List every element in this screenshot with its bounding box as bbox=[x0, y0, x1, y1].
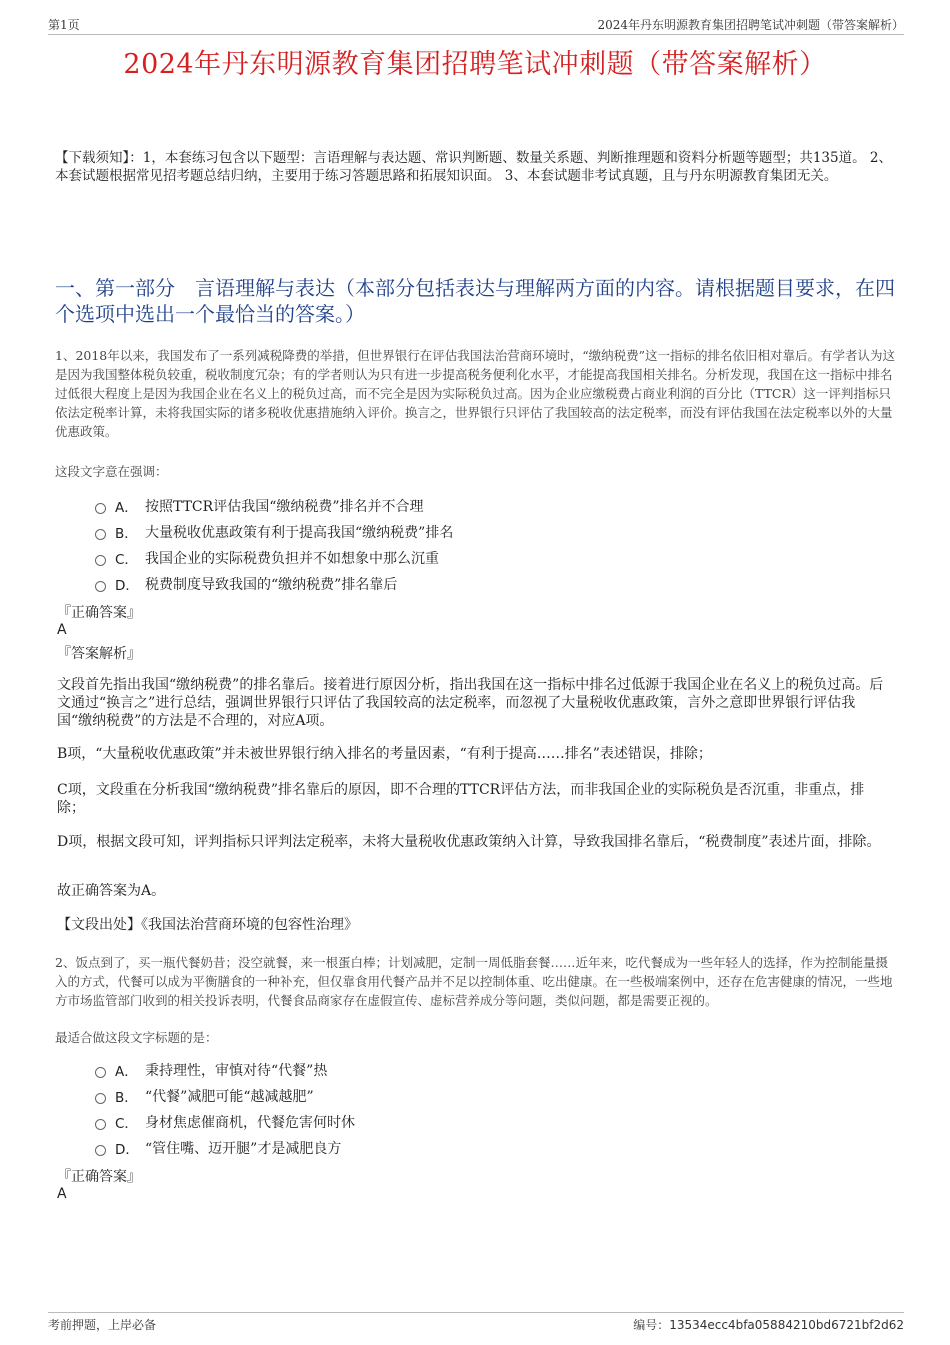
footer-slogan: 考前押题，上岸必备 bbox=[48, 1318, 157, 1332]
q2-answer: A bbox=[57, 1186, 67, 1202]
radio-button[interactable] bbox=[95, 1145, 106, 1156]
download-notice: 【下载须知】：1，本套练习包含以下题型：言语理解与表达题、常识判断题、数量关系题、判断推理题和资料分析题等题型；共135道。 2、本套试题根据常见招考题总结归纳，主要用于练习答题思路和拓展知识面。 3、本套试题非考试真题，且与丹东明源教育集团无关。 bbox=[55, 150, 892, 184]
q1-analysis-paragraph: 故正确答案为A。 bbox=[57, 883, 166, 899]
radio-button[interactable] bbox=[95, 555, 106, 566]
question-1-stem: 这段文字意在强调： bbox=[55, 464, 168, 479]
footer-code bbox=[633, 1316, 904, 1333]
q1-answer-label: 『正确答案』 bbox=[57, 605, 141, 621]
code-value: 13534ecc4bfa05884210bd6721bf2d62 bbox=[669, 1318, 904, 1332]
q2-option-d[interactable]: D． “管住嘴、迈开腿”才是减肥良方 bbox=[95, 1135, 795, 1161]
radio-button[interactable] bbox=[95, 529, 106, 540]
option-text: 按照TTCR评估我国“缴纳税费”排名并不合理 bbox=[145, 499, 424, 515]
page-number: 第1页 bbox=[48, 18, 80, 32]
radio-button[interactable] bbox=[95, 581, 106, 592]
q2-option-b[interactable]: B． “代餐”减肥可能“越减越肥” bbox=[95, 1083, 795, 1109]
q1-option-a[interactable]: A． 按照TTCR评估我国“缴纳税费”排名并不合理 bbox=[95, 493, 795, 519]
q1-analysis-paragraph: 文段首先指出我国“缴纳税费”的排名靠后。接着进行原因分析，指出我国在这一指标中排名过低源于我国企业在名义上的税负过高。后文通过“换言之”进行总结，强调世界银行只评估了我国较高的法定税率，而忽视了大量税收优惠政策，言外之意即世界银行评估我国“缴纳税费”的方法是不合理的，对应A项。 bbox=[57, 677, 884, 729]
question-2-text: 2、饭点到了，买一瓶代餐奶昔；没空就餐，来一根蛋白棒；计划减肥，定制一周低脂套餐……近年来，吃代餐成为一些年轻人的选择，作为控制能量摄入的方式，代餐可以成为平衡膳食的一种补充，但仅靠食用代餐产品并不足以控制体重、吃出健康。在一些极端案例中，还存在危害健康的情况，一些地方市场监管部门收到的相关投诉表明，代餐食品商家存在虚假宣传、虚标营养成分等问题，类似问题，都是需要正视的。 bbox=[55, 955, 893, 1008]
q1-analysis-paragraph: D项，根据文段可知，评判指标只评判法定税率，未将大量税收优惠政策纳入计算，导致我国排名靠后，“税费制度”表述片面，排除。 bbox=[57, 834, 881, 850]
radio-button[interactable] bbox=[95, 1093, 106, 1104]
q2-answer-label: 『正确答案』 bbox=[57, 1169, 141, 1185]
q1-analysis-paragraph: B项，“大量税收优惠政策”并未被世界银行纳入排名的考量因素，“有利于提高……排名”表述错误，排除； bbox=[57, 746, 712, 762]
q1-analysis-paragraph: C项，文段重在分析我国“缴纳税费”排名靠后的原因，即不合理的TTCR评估方法，而非我国企业的实际税负是否沉重，非重点，排除； bbox=[57, 782, 865, 816]
document-title: 2024年丹东明源教育集团招聘笔试冲刺题（带答案解析） bbox=[123, 49, 827, 80]
code-label: 编号： bbox=[633, 1318, 670, 1332]
page-header bbox=[48, 14, 904, 35]
q1-answer: A bbox=[57, 622, 67, 638]
question-1-options bbox=[95, 493, 795, 597]
option-text: “管住嘴、迈开腿”才是减肥良方 bbox=[145, 1141, 342, 1157]
q1-option-b[interactable]: B． 大量税收优惠政策有利于提高我国“缴纳税费”排名 bbox=[95, 519, 795, 545]
radio-button[interactable] bbox=[95, 503, 106, 514]
q1-analysis-label: 『答案解析』 bbox=[57, 646, 141, 662]
question-2-stem: 最适合做这段文字标题的是： bbox=[55, 1030, 218, 1045]
option-text: 税费制度导致我国的“缴纳税费”排名靠后 bbox=[145, 577, 398, 593]
option-text: “代餐”减肥可能“越减越肥” bbox=[145, 1089, 314, 1105]
header-doc-name: 2024年丹东明源教育集团招聘笔试冲刺题（带答案解析） bbox=[597, 18, 904, 32]
option-text: 大量税收优惠政策有利于提高我国“缴纳税费”排名 bbox=[145, 525, 454, 541]
option-text: 身材焦虑催商机，代餐危害何时休 bbox=[145, 1115, 355, 1131]
q2-option-c[interactable]: C． 身材焦虑催商机，代餐危害何时休 bbox=[95, 1109, 795, 1135]
q1-option-c[interactable]: C． 我国企业的实际税费负担并不如想象中那么沉重 bbox=[95, 545, 795, 571]
q1-source: 【文段出处】《我国法治营商环境的包容性治理》 bbox=[57, 917, 358, 933]
radio-button[interactable] bbox=[95, 1119, 106, 1130]
option-text: 我国企业的实际税费负担并不如想象中那么沉重 bbox=[145, 551, 439, 567]
section-title: 一、第一部分 言语理解与表达（本部分包括表达与理解两方面的内容。请根据题目要求，在四个选项中选出一个最恰当的答案。） bbox=[55, 276, 895, 326]
question-1-text: 1、2018年以来，我国发布了一系列减税降费的举措，但世界银行在评估我国法治营商环境时，“缴纳税费”这一指标的排名依旧相对靠后。有学者认为这是因为我国整体税负较重，税收制度冗杂；有的学者则认为只有进一步提高税务便利化水平，才能提高我国相关排名。分析发现，我国在这一指标中排名过低很大程度上是因为我国企业在名义上的税负过高，而不完全是因为实际税负过高。因为企业应缴税费占商业利润的百分比（TTCR）这一评判指标只依法定税率计算，未将我国实际的诸多税收优惠措施纳入评价。换言之，世界银行只评估了我国较高的法定税率，而没有评估我国在法定税率以外的大量优惠政策。 bbox=[55, 348, 896, 439]
q1-option-d[interactable]: D． 税费制度导致我国的“缴纳税费”排名靠后 bbox=[95, 571, 795, 597]
option-text: 秉持理性，审慎对待“代餐”热 bbox=[145, 1063, 328, 1079]
q2-option-a[interactable]: A． 秉持理性，审慎对待“代餐”热 bbox=[95, 1057, 795, 1083]
radio-button[interactable] bbox=[95, 1067, 106, 1078]
page-footer bbox=[48, 1312, 904, 1332]
question-2-options bbox=[95, 1057, 795, 1161]
